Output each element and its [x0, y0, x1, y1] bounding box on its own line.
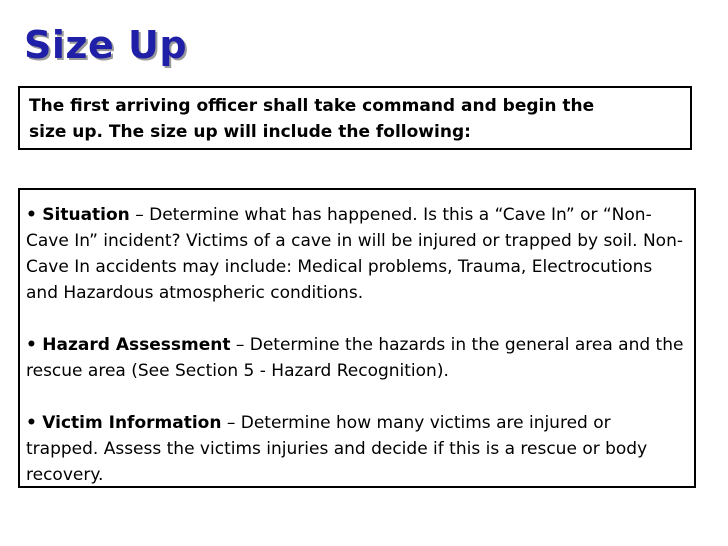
bullet-icon: •	[26, 413, 37, 433]
item-text: – Determine what has happened. Is this a “Cave In” or “Non-Cave In” incident? Victims of a cave in will be injured or trapped by soil. Non-Cave In accidents may include: Medical problems, Trauma, Electrocutions and Hazardous atmospheric conditions.	[26, 205, 683, 303]
item-term: Situation	[42, 205, 130, 225]
list-item-hazard-assessment	[26, 332, 688, 384]
intro-line-1: The first arriving officer shall take command and begin the	[29, 96, 595, 116]
bullet-icon: •	[26, 335, 37, 355]
list-item-situation	[26, 202, 688, 306]
slide-title: Size Up	[24, 23, 188, 67]
list-item-victim-information	[26, 410, 688, 488]
bullet-icon: •	[26, 205, 37, 225]
item-text: – Determine how many victims are injured or trapped. Assess the victims injuries and decide if this is a rescue or body recovery.	[26, 413, 648, 485]
detail-box	[18, 188, 696, 488]
intro-line-2: size up. The size up will include the following:	[29, 122, 471, 142]
item-text: – Determine the hazards in the general area and the rescue area (See Section 5 - Hazard Recognition).	[26, 335, 684, 381]
item-term: Victim Information	[42, 413, 222, 433]
item-term: Hazard Assessment	[42, 335, 231, 355]
intro-box	[18, 86, 692, 150]
